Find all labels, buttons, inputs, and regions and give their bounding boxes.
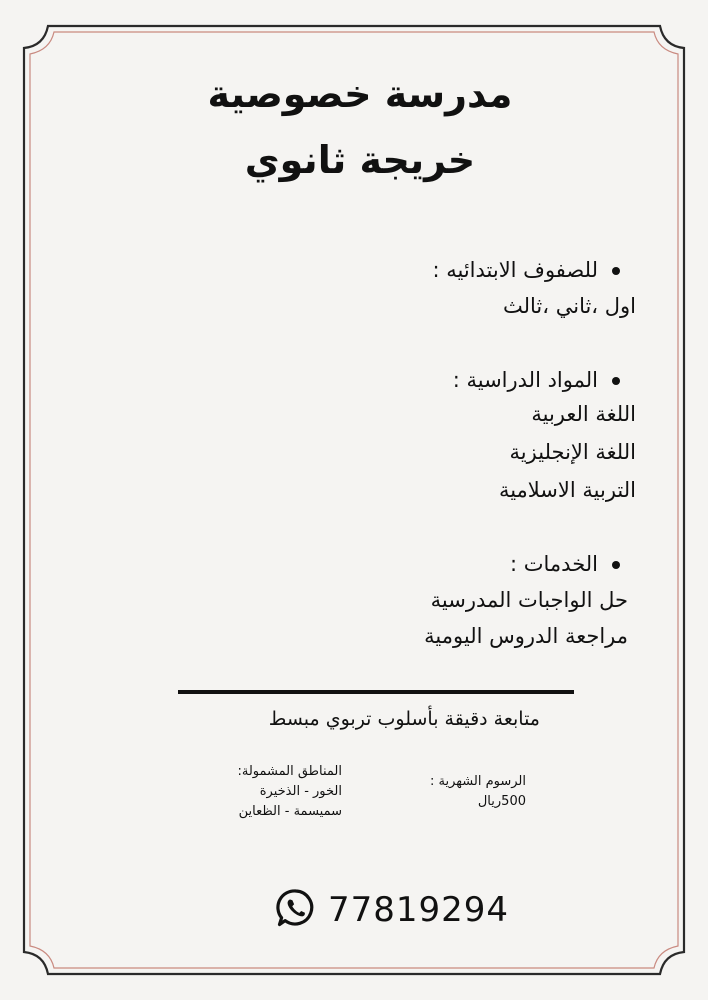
- service-item: حل الواجبات المدرسية: [430, 588, 628, 612]
- fees-value: 500ريال: [477, 794, 526, 809]
- bullet-icon: [612, 377, 620, 385]
- bullet-icon: [612, 561, 620, 569]
- bullet-icon: [612, 267, 620, 275]
- areas-block: [237, 762, 342, 822]
- subject-item: اللغة الإنجليزية: [509, 440, 636, 464]
- section-heading-subjects: [453, 368, 620, 392]
- fees-block: [430, 772, 526, 812]
- areas-label: المناطق المشمولة:: [237, 764, 342, 779]
- subject-item: التربية الاسلامية: [498, 478, 636, 502]
- areas-line2: سميسمة - الظعاين: [238, 804, 342, 819]
- section-heading-grades: [432, 258, 620, 282]
- section-heading-services: [510, 552, 620, 576]
- page-title-line1: مدرسة خصوصية: [207, 72, 513, 116]
- section-heading-subjects-label: المواد الدراسية :: [452, 368, 598, 392]
- tagline: متابعة دقيقة بأسلوب تربوي مبسط: [268, 708, 540, 730]
- areas-line1: الخور - الذخيرة: [259, 784, 342, 799]
- grades-list: اول ،ثاني ،ثالث: [503, 294, 636, 318]
- section-heading-services-label: الخدمات :: [510, 552, 598, 576]
- fees-label: الرسوم الشهرية :: [430, 774, 526, 789]
- whatsapp-icon: [276, 888, 316, 932]
- page-title-line2: خريجة ثانوي: [244, 138, 476, 182]
- subject-item: اللغة العربية: [531, 402, 636, 426]
- contact-row[interactable]: [276, 888, 509, 932]
- service-item: مراجعة الدروس اليومية: [424, 624, 628, 648]
- divider: [178, 690, 574, 694]
- phone-number[interactable]: 77819294: [328, 890, 510, 930]
- section-heading-grades-label: للصفوف الابتدائيه :: [432, 258, 598, 282]
